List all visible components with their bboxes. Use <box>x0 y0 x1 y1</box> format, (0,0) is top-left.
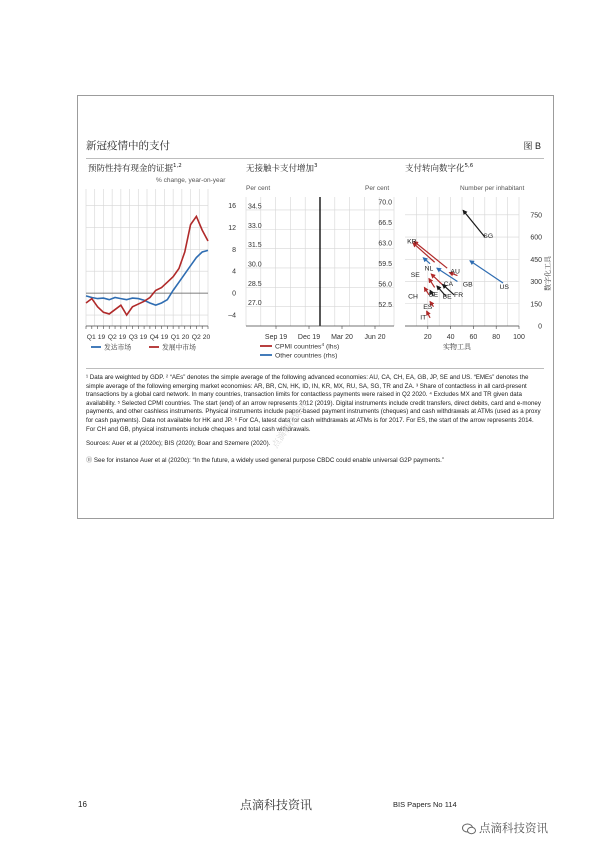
x-tick-label: 40 <box>446 334 455 341</box>
right-tick-label: 59.5 <box>378 260 392 268</box>
panel1-unit: % change, year-on-year <box>156 177 226 184</box>
notes-rule <box>86 368 544 369</box>
country-label: AU <box>450 268 460 276</box>
x-tick-label: 20 <box>423 334 432 341</box>
right-tick-label: 56.0 <box>378 281 392 289</box>
country-arrow <box>429 279 435 288</box>
country-label: US <box>499 283 509 291</box>
y-tick-label: 8 <box>232 246 236 254</box>
footer-watermark: 点滴科技资讯 <box>240 798 313 812</box>
figure-title: 新冠疫情中的支付 <box>86 140 170 152</box>
y-tick-label: 16 <box>228 202 236 210</box>
country-label: ES <box>423 303 433 311</box>
left-tick-label: 33.0 <box>248 222 262 230</box>
legend-label: CPMI countries$^4$ (lhs) <box>275 343 340 351</box>
left-tick-label: 30.0 <box>248 261 262 269</box>
figure-box <box>77 95 554 519</box>
country-label: NL <box>424 265 434 273</box>
y-tick-label: 600 <box>530 234 542 242</box>
x-tick-label: Jun 20 <box>364 334 386 341</box>
y-tick-label: 750 <box>530 212 542 220</box>
country-label: SE <box>410 272 420 280</box>
y-tick-label: 0 <box>538 323 542 331</box>
header-rule <box>86 158 544 159</box>
panel1-chart <box>86 189 244 366</box>
figure-header <box>86 138 541 158</box>
right-tick-label: 63.0 <box>378 240 392 248</box>
right-tick-label: 70.0 <box>378 199 392 207</box>
y-tick-label: –4 <box>228 312 236 320</box>
y-tick-label: 4 <box>232 268 236 276</box>
country-label: DE <box>428 291 439 299</box>
country-label: KR <box>407 238 417 246</box>
country-label: FR <box>454 292 464 300</box>
y-axis-label: 数字化工具 <box>545 256 552 291</box>
panel3-chart <box>403 189 552 366</box>
y-tick-label: 450 <box>530 256 542 264</box>
country-arrow <box>470 261 503 283</box>
x-tick-label: Q1 19 <box>86 334 106 341</box>
x-tick-label: Q4 19 <box>149 334 169 341</box>
notes-block <box>86 374 544 471</box>
x-tick-label: Sep 19 <box>264 334 288 341</box>
panel2-right-unit: Per cent <box>365 185 390 192</box>
left-tick-label: 34.5 <box>248 203 262 211</box>
panel1-title: 预防性持有现金的证据$^{1,2}$ <box>88 163 182 174</box>
country-label: IT <box>420 314 427 322</box>
panel3-unit: Number per inhabitant <box>460 185 525 192</box>
footer-source: BIS Papers No 114 <box>393 800 457 809</box>
y-tick-label: 150 <box>530 301 542 309</box>
x-tick-label: Mar 20 <box>331 334 353 341</box>
x-tick-label: 60 <box>469 334 478 341</box>
country-label: CA <box>443 280 454 288</box>
x-axis-label: 实物工具 <box>443 344 471 351</box>
page-number: 16 <box>78 800 87 809</box>
wechat-watermark: 点滴科技资讯 <box>462 820 548 836</box>
legend-label: 发达市场 <box>104 344 132 352</box>
notes-sources: Sources: Auer et al (2020c); BIS (2020); Boar and Szemere (2020). <box>86 440 271 448</box>
right-tick-label: 52.5 <box>378 301 392 309</box>
country-label: SG <box>483 232 494 240</box>
x-tick-label: Q2 20 <box>191 334 211 341</box>
wechat-icon <box>462 823 476 835</box>
country-arrow <box>463 210 485 237</box>
y-tick-label: 12 <box>228 224 236 232</box>
x-tick-label: 80 <box>492 334 501 341</box>
center-watermark: 点滴科技资讯 <box>270 400 310 451</box>
country-arrow <box>414 241 447 268</box>
x-tick-label: 100 <box>513 334 525 341</box>
y-tick-label: 300 <box>530 279 542 287</box>
country-arrow <box>427 311 430 318</box>
right-tick-label: 66.5 <box>378 219 392 227</box>
panel3-title: 支付转向数字化$^{5,6}$ <box>405 163 474 174</box>
y-tick-label: 0 <box>232 290 236 298</box>
panel2-chart <box>246 189 396 366</box>
panel2-left-unit: Per cent <box>246 185 271 192</box>
x-tick-label: Q1 20 <box>170 334 190 341</box>
legend-label: Other countries (rhs) <box>275 352 338 360</box>
figure-tag: 图 B <box>523 141 541 151</box>
legend-label: 发展中市场 <box>162 344 196 352</box>
x-tick-label: Q2 19 <box>107 334 127 341</box>
country-label: BE <box>442 293 452 301</box>
x-tick-label: Dec 19 <box>297 334 321 341</box>
x-tick-label: Q3 19 <box>128 334 148 341</box>
country-arrow <box>423 258 430 264</box>
notes-footnote: ⑪ See for instance Auer et al (2020c): “In the future, a widely used general purpose CBDC could enable universal G2P payments.” <box>86 456 444 464</box>
panel2-title: 无接触卡支付增加$^3$ <box>246 163 318 174</box>
country-label: CH <box>408 293 418 301</box>
left-tick-label: 27.0 <box>248 300 262 308</box>
left-tick-label: 31.5 <box>248 242 262 250</box>
left-tick-label: 28.5 <box>248 280 262 288</box>
notes-text: ¹ Data are weighted by GDP. ² “AEs” denotes the simple average of the following advanced economies: AU, CA, CH, EA, GB, JP, SE and US. “EMEs” denotes the simple average of the following emerging market economies: AR, BR, CN, HK, ID, IN, KR, MX, RU, SA, SG, TR and ZA. ³ Share of contactless in all card-present transactions by a global card network. In many countries, transaction limits for contactless payments were raised in Q2 2020. ⁴ Excludes MX and TR given data availability. ⁵ Selected CPMI countries. The start (end) of an arrow represents 2012 (2019). Digital instruments include credit transfers, direct debits, card and e-money payments, and other cashless instruments. Physical instruments include paper-based payment instruments (cheques) and cash withdrawals at ATMs (used as a proxy for cash payments). Data not available for HK and JP. ⁶ For CA, latest data for cash withdrawals at ATMs is for 2017. For ES, the start of the arrow represents 2014. For CH and GB, physical instruments include cheques and total cash withdrawals. <box>86 374 541 433</box>
country-label: GB <box>462 281 473 289</box>
